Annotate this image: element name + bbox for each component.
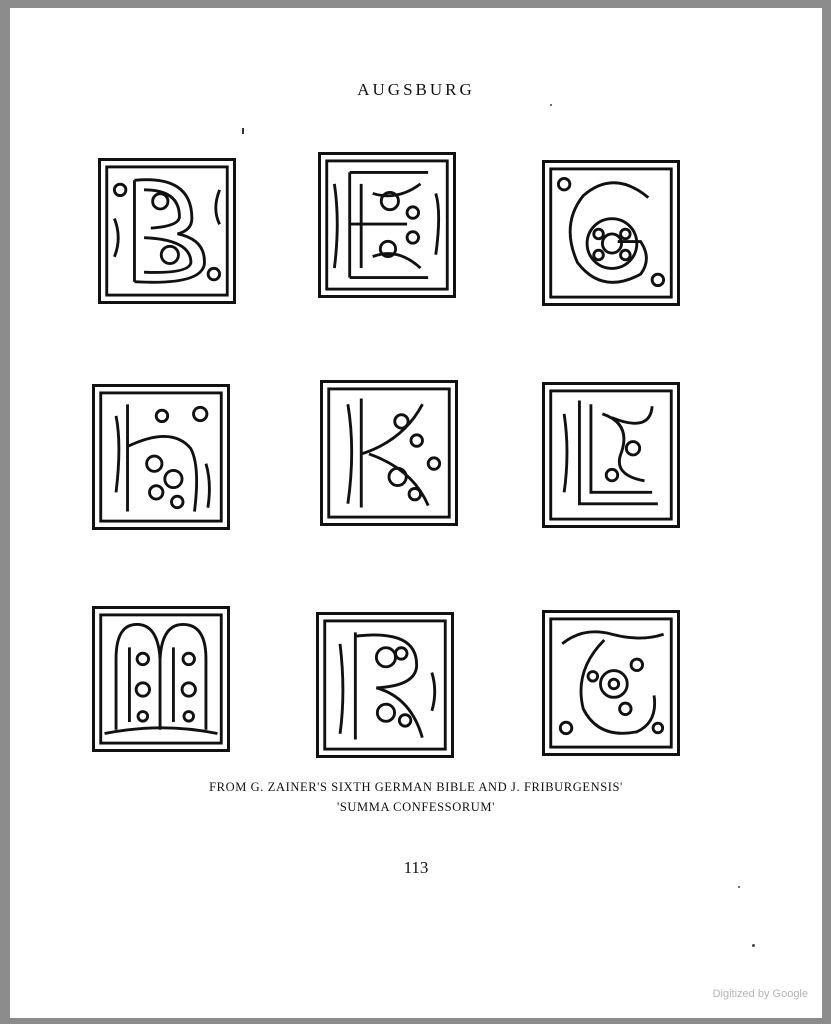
scanned-page (10, 8, 822, 1018)
ornate-initial-k-illustration (323, 383, 455, 523)
initial-letter-b (98, 158, 236, 304)
page-header: AUGSBURG (357, 80, 475, 99)
initial-letter-h (92, 384, 230, 530)
ornate-initial-e-illustration (321, 155, 453, 295)
initial-letter-g (542, 160, 680, 306)
print-mark (242, 128, 244, 134)
ornate-initial-r-illustration (319, 615, 451, 755)
ornate-initial-l-illustration (545, 385, 677, 525)
page-number: 113 (403, 858, 429, 877)
ornate-initial-m-illustration (95, 609, 227, 749)
initial-letter-e (318, 152, 456, 298)
initial-letter-t (542, 610, 680, 756)
paper-speck (738, 886, 740, 888)
ornate-initial-b-illustration (101, 161, 233, 301)
ornate-initial-g-illustration (545, 163, 677, 303)
initial-letter-l (542, 382, 680, 528)
figure-caption-line-1: FROM G. ZAINER'S SIXTH GERMAN BIBLE AND J. FRIBURGENSIS' (209, 780, 623, 794)
digitization-watermark: Digitized by Google (712, 988, 808, 1000)
ornate-initial-h-illustration (95, 387, 227, 527)
paper-speck (550, 104, 552, 106)
figure-caption-line-2: 'SUMMA CONFESSORUM' (337, 800, 495, 814)
initial-letter-r (316, 612, 454, 758)
paper-speck (752, 944, 755, 947)
initial-letter-k (320, 380, 458, 526)
ornate-initial-t-illustration (545, 613, 677, 753)
initial-letter-m (92, 606, 230, 752)
